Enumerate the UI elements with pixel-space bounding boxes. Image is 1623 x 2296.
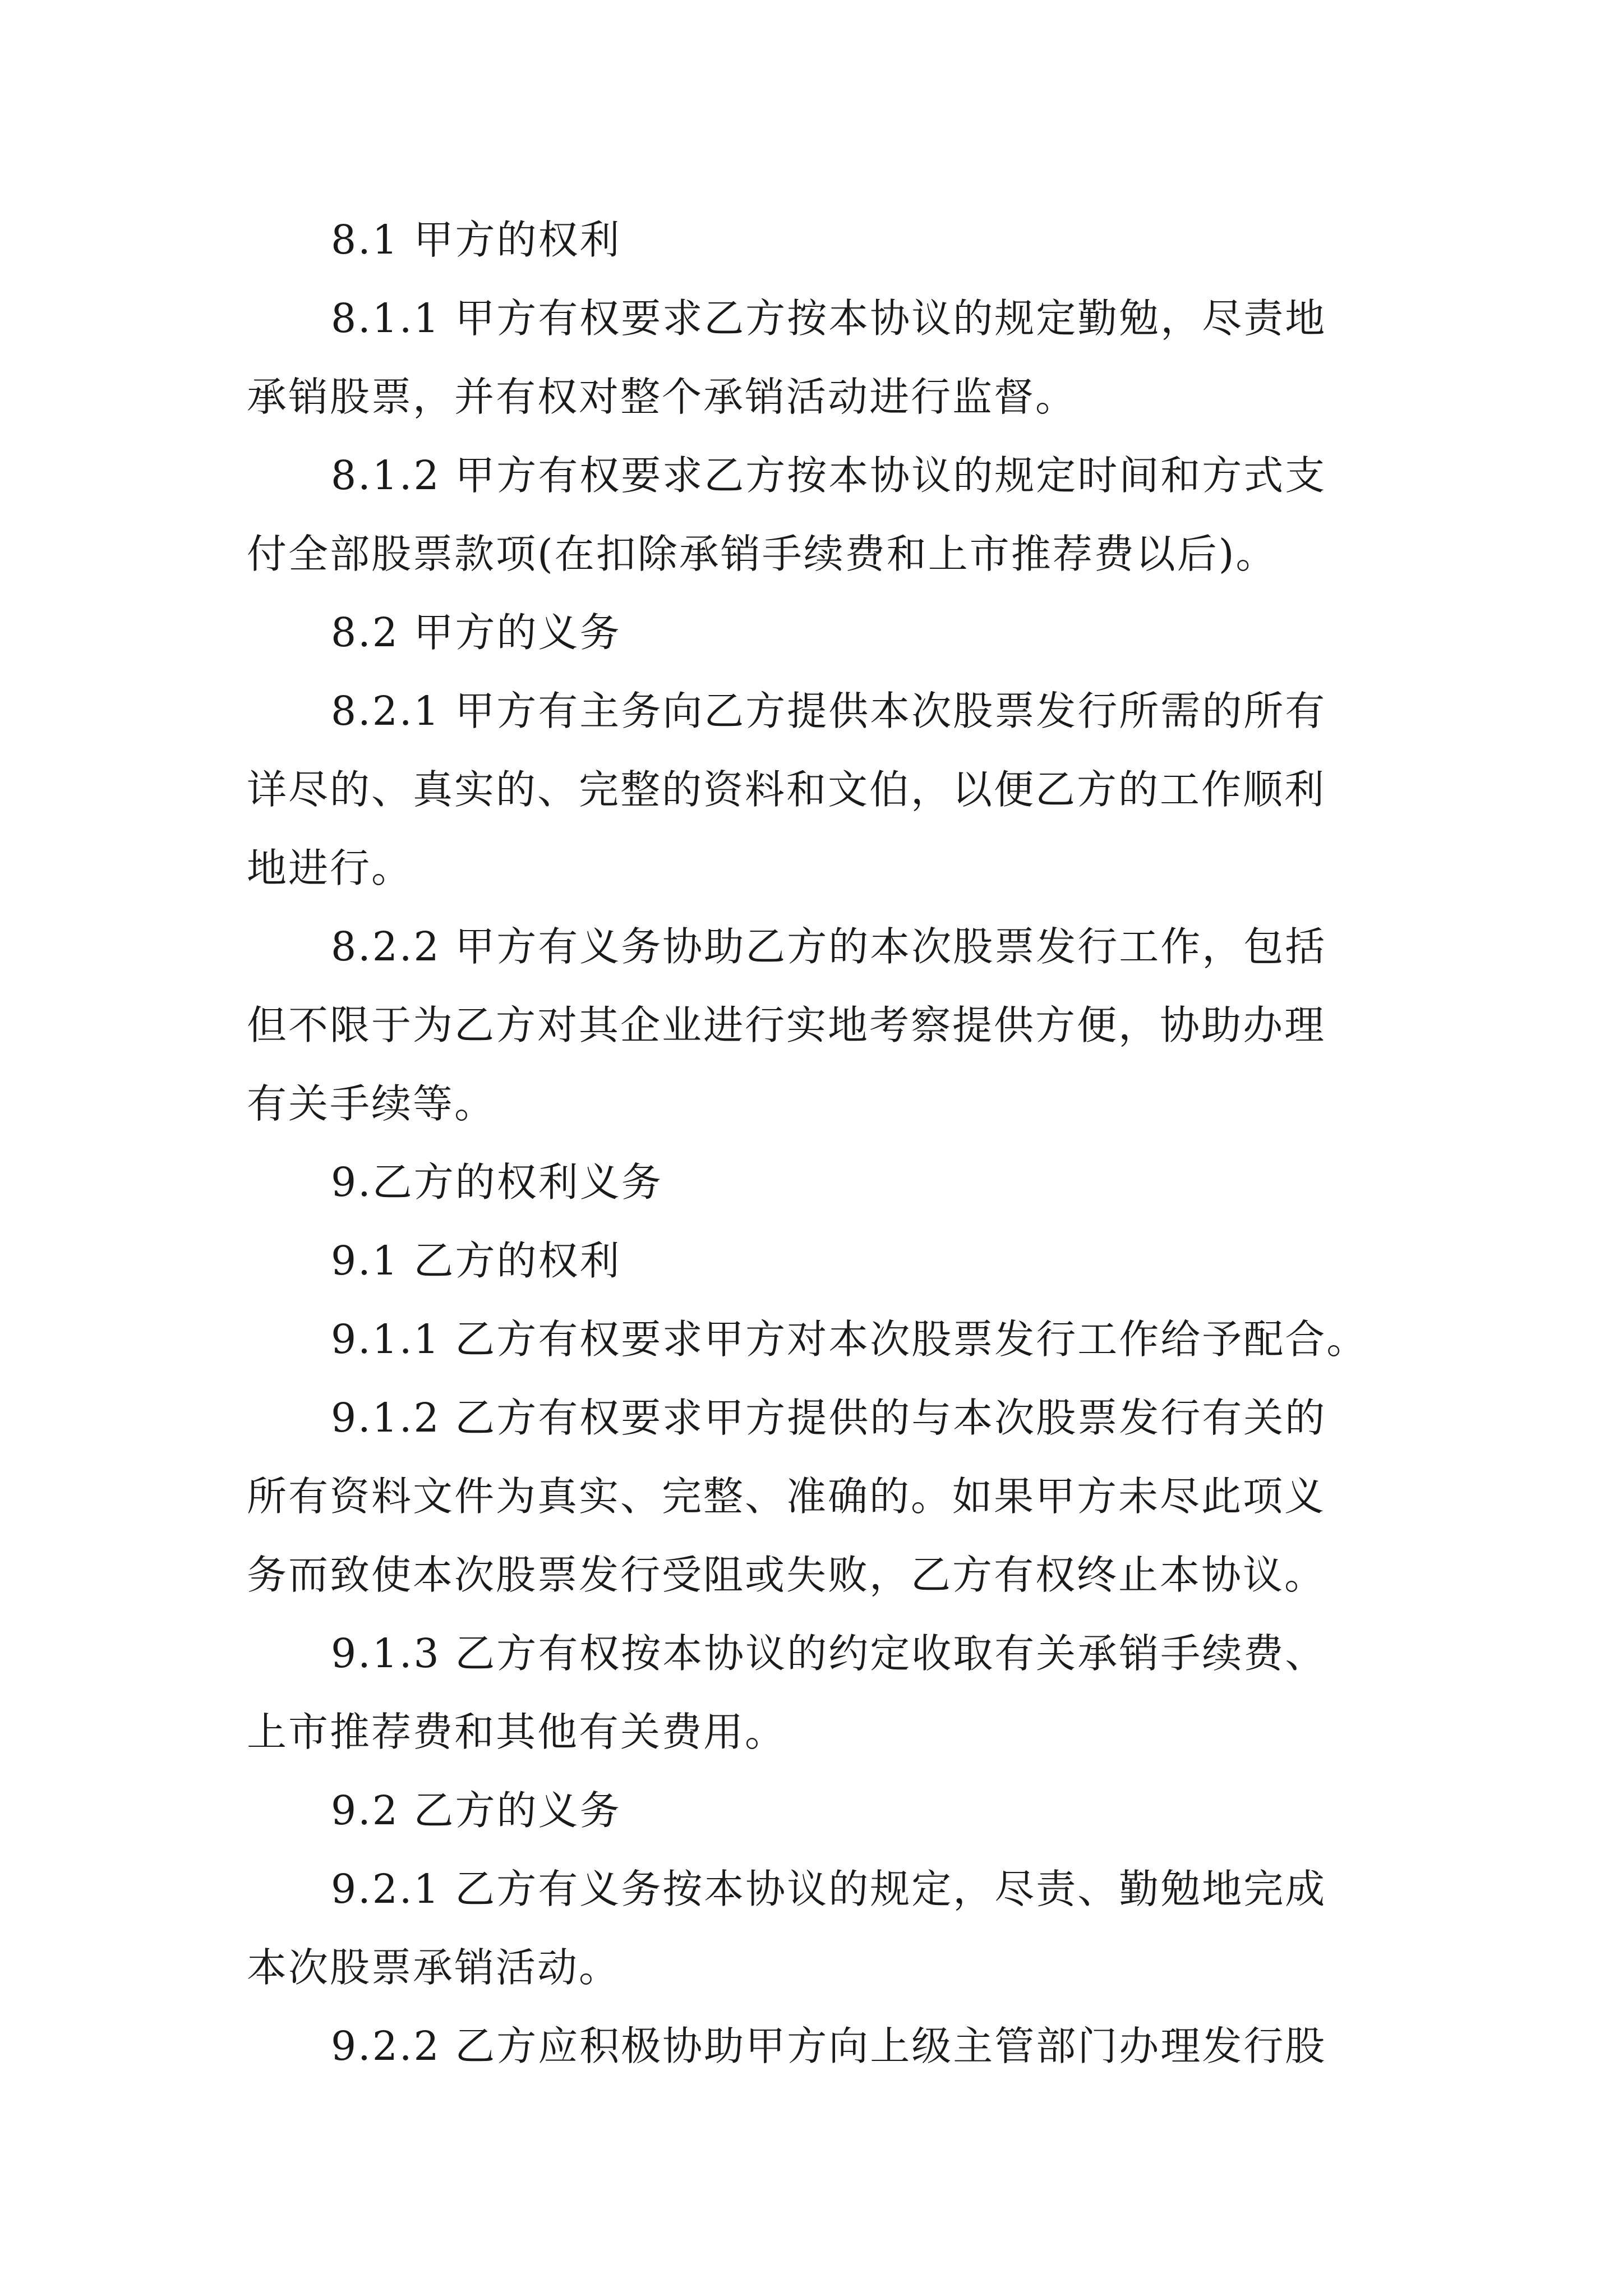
paragraph-line: 本次股票承销活动。 xyxy=(247,1944,621,1991)
paragraph-line: 上市推荐费和其他有关费用。 xyxy=(247,1709,787,1755)
paragraph-line: 8.1.2 甲方有权要求乙方按本协议的规定时间和方式支 xyxy=(331,452,1327,499)
paragraph-line: 地进行。 xyxy=(247,845,413,891)
paragraph-line: 8.2.1 甲方有主务向乙方提供本次股票发行所需的所有 xyxy=(331,688,1327,734)
section-heading: 9.乙方的权利义务 xyxy=(331,1159,663,1205)
paragraph-line: 承销股票，并有权对整个承销活动进行监督。 xyxy=(247,374,1077,420)
paragraph-line: 9.1.2 乙方有权要求甲方提供的与本次股票发行有关的 xyxy=(331,1395,1327,1441)
section-heading: 9.2 乙方的义务 xyxy=(331,1787,621,1834)
paragraph-line: 9.2.2 乙方应积极协助甲方向上级主管部门办理发行股 xyxy=(331,2023,1327,2069)
paragraph-line: 9.1.1 乙方有权要求甲方对本次股票发行工作给予配合。 xyxy=(331,1316,1368,1363)
paragraph-line: 务而致使本次股票发行受阻或失败，乙方有权终止本协议。 xyxy=(247,1552,1326,1598)
paragraph-line: 但不限于为乙方对其企业进行实地考察提供方便，协助办理 xyxy=(247,1002,1326,1048)
paragraph-line: 9.1.3 乙方有权按本协议的约定收取有关承销手续费、 xyxy=(331,1630,1327,1677)
paragraph-line: 8.1.1 甲方有权要求乙方按本协议的规定勤勉，尽责地 xyxy=(331,295,1327,342)
paragraph-line: 9.2.1 乙方有义务按本协议的规定，尽责、勤勉地完成 xyxy=(331,1866,1327,1912)
section-heading: 8.1 甲方的权利 xyxy=(331,217,621,263)
paragraph-line: 有关手续等。 xyxy=(247,1080,496,1127)
section-heading: 9.1 乙方的权利 xyxy=(331,1237,621,1284)
paragraph-line: 详尽的、真实的、完整的资料和文伯，以便乙方的工作顺利 xyxy=(247,766,1326,813)
paragraph-line: 8.2.2 甲方有义务协助乙方的本次股票发行工作，包括 xyxy=(331,923,1327,970)
paragraph-line: 所有资料文件为真实、完整、准确的。如果甲方未尽此项义 xyxy=(247,1473,1326,1520)
section-heading: 8.2 甲方的义务 xyxy=(331,609,621,656)
paragraph-line: 付全部股票款项(在扣除承销手续费和上市推荐费以后)。 xyxy=(247,531,1278,577)
